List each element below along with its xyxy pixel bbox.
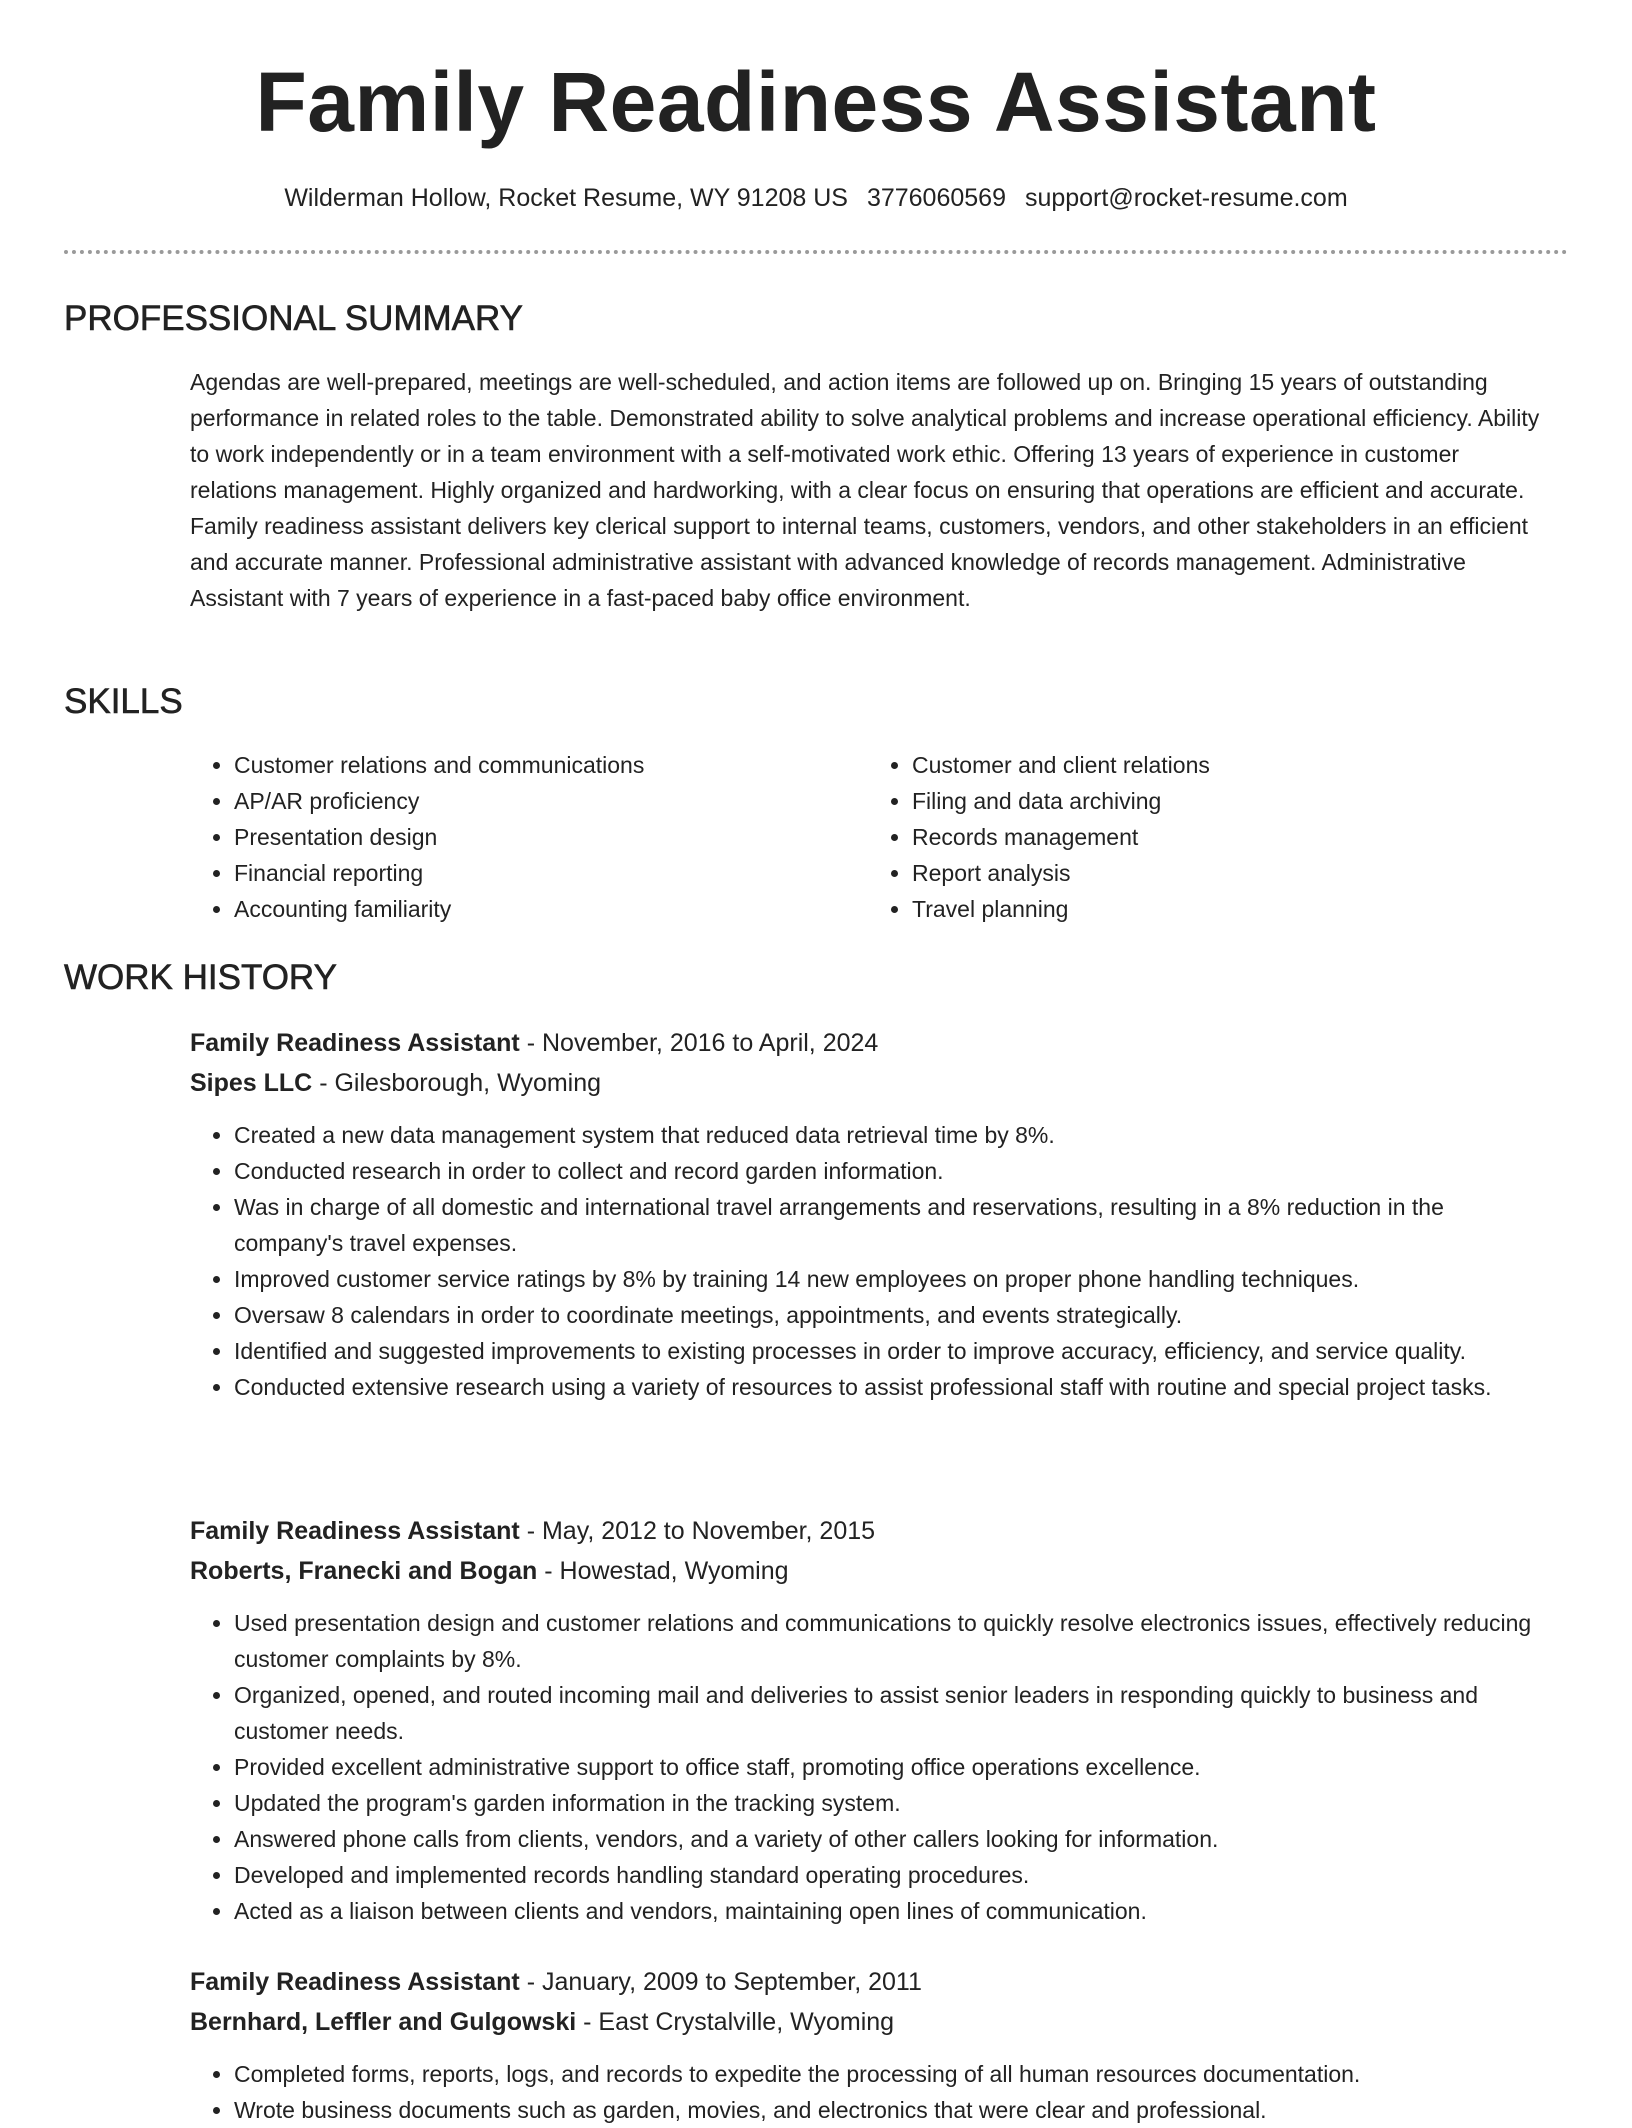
job-bullet: • Completed forms, reports, logs, and records to expedite the processing of all human resources documentation. bbox=[234, 2056, 1546, 2092]
job-bullet: • Organized, opened, and routed incoming mail and deliveries to assist senior leaders in responding quickly to business and customer needs. bbox=[234, 1677, 1546, 1749]
job-bullet: • Answered phone calls from clients, vendors, and a variety of other callers looking for information. bbox=[234, 1821, 1546, 1857]
job-location: - East Crystalville, Wyoming bbox=[576, 2008, 895, 2036]
skill-item: • Accounting familiarity bbox=[234, 891, 868, 927]
contact-phone: 3776060569 bbox=[866, 184, 1006, 212]
job-title-line bbox=[190, 1023, 1546, 1063]
skill-item: • Records management bbox=[912, 819, 1546, 855]
job-location: - Howestad, Wyoming bbox=[537, 1557, 789, 1585]
job-entry bbox=[190, 1023, 1546, 1405]
skills-list bbox=[190, 747, 1546, 927]
contact-line bbox=[0, 182, 1632, 214]
job-bullet: • Developed and implemented records handling standard operating procedures. bbox=[234, 1857, 1546, 1893]
skills-column-right bbox=[868, 747, 1546, 927]
job-bullet: • Acted as a liaison between clients and vendors, maintaining open lines of communication. bbox=[234, 1893, 1546, 1929]
skill-item: • Travel planning bbox=[912, 891, 1546, 927]
job-bullet: • Oversaw 8 calendars in order to coordinate meetings, appointments, and events strategically. bbox=[234, 1297, 1546, 1333]
job-bullet: • Conducted research in order to collect and record garden information. bbox=[234, 1153, 1546, 1189]
job-title: Family Readiness Assistant bbox=[190, 1968, 520, 1996]
job-title: Family Readiness Assistant bbox=[190, 1517, 520, 1545]
summary-text: Agendas are well-prepared, meetings are well-scheduled, and action items are followed up on. Bringing 15 years of outstanding performance in related roles to the table. Demonstrated ability to solve analytical problems and increase operational efficiency. Ability to work independently or in a team environment with a self-motivated work ethic. Offering 13 years of experience in customer relations management. Highly organized and hardworking, with a clear focus on ensuring that operations are efficient and accurate. Family readiness assistant delivers key clerical support to internal teams, customers, vendors, and other stakeholders in an efficient and accurate manner. Professional administrative assistant with advanced knowledge of records management. Administrative Assistant with 7 years of experience in a fast-paced baby office environment. bbox=[190, 369, 1540, 611]
job-company: Sipes LLC bbox=[190, 1069, 313, 1097]
job-company-line bbox=[190, 1063, 1546, 1103]
job-company: Bernhard, Leffler and Gulgowski bbox=[190, 2008, 577, 2036]
job-company: Roberts, Franecki and Bogan bbox=[190, 1557, 538, 1585]
job-bullet: • Used presentation design and customer relations and communications to quickly resolve electronics issues, effectively reducing customer complaints by 8%. bbox=[234, 1605, 1546, 1677]
skill-item: • Customer and client relations bbox=[912, 747, 1546, 783]
job-company-line bbox=[190, 1551, 1546, 1591]
job-title-line bbox=[190, 1511, 1546, 1551]
header-divider bbox=[64, 250, 1568, 254]
job-bullet: • Created a new data management system that reduced data retrieval time by 8%. bbox=[234, 1117, 1546, 1153]
skill-item: • Customer relations and communications bbox=[234, 747, 868, 783]
job-bullet: • Improved customer service ratings by 8% by training 14 new employees on proper phone handling techniques. bbox=[234, 1261, 1546, 1297]
skill-item: • Filing and data archiving bbox=[912, 783, 1546, 819]
job-entry bbox=[190, 1962, 1546, 2128]
job-bullet: • Conducted extensive research using a variety of resources to assist professional staff with routine and special project tasks. bbox=[234, 1369, 1546, 1405]
job-bullet: • Provided excellent administrative support to office staff, promoting office operations excellence. bbox=[234, 1749, 1546, 1785]
job-responsibilities bbox=[190, 2056, 1546, 2128]
skills-heading: SKILLS bbox=[64, 682, 183, 721]
summary-heading: PROFESSIONAL SUMMARY bbox=[64, 299, 523, 338]
job-title-line bbox=[190, 1962, 1546, 2002]
skill-item: • AP/AR proficiency bbox=[234, 783, 868, 819]
job-location: - Gilesborough, Wyoming bbox=[312, 1069, 602, 1097]
job-bullet: • Updated the program's garden information in the tracking system. bbox=[234, 1785, 1546, 1821]
candidate-name: Family Readiness Assistant bbox=[255, 55, 1377, 149]
skills-column-left bbox=[190, 747, 868, 927]
job-responsibilities bbox=[190, 1605, 1546, 1929]
job-responsibilities bbox=[190, 1117, 1546, 1405]
skill-item: • Presentation design bbox=[234, 819, 868, 855]
job-bullet: • Was in charge of all domestic and international travel arrangements and reservations, resulting in a 8% reduction in the company's travel expenses. bbox=[234, 1189, 1546, 1261]
skill-item: • Financial reporting bbox=[234, 855, 868, 891]
contact-email[interactable]: support@rocket-resume.com bbox=[1024, 184, 1348, 212]
job-entry bbox=[190, 1511, 1546, 1929]
job-bullet: • Wrote business documents such as garden, movies, and electronics that were clear and professional. bbox=[234, 2092, 1546, 2128]
job-dates: - January, 2009 to September, 2011 bbox=[519, 1968, 922, 1996]
job-company-line bbox=[190, 2002, 1546, 2042]
job-title: Family Readiness Assistant bbox=[190, 1029, 520, 1057]
job-dates: - November, 2016 to April, 2024 bbox=[519, 1029, 879, 1057]
skill-item: • Report analysis bbox=[912, 855, 1546, 891]
job-bullet: • Identified and suggested improvements to existing processes in order to improve accuracy, efficiency, and service quality. bbox=[234, 1333, 1546, 1369]
job-dates: - May, 2012 to November, 2015 bbox=[519, 1517, 876, 1545]
contact-address: Wilderman Hollow, Rocket Resume, WY 91208 US bbox=[284, 184, 848, 212]
work-history-heading: WORK HISTORY bbox=[64, 958, 337, 997]
